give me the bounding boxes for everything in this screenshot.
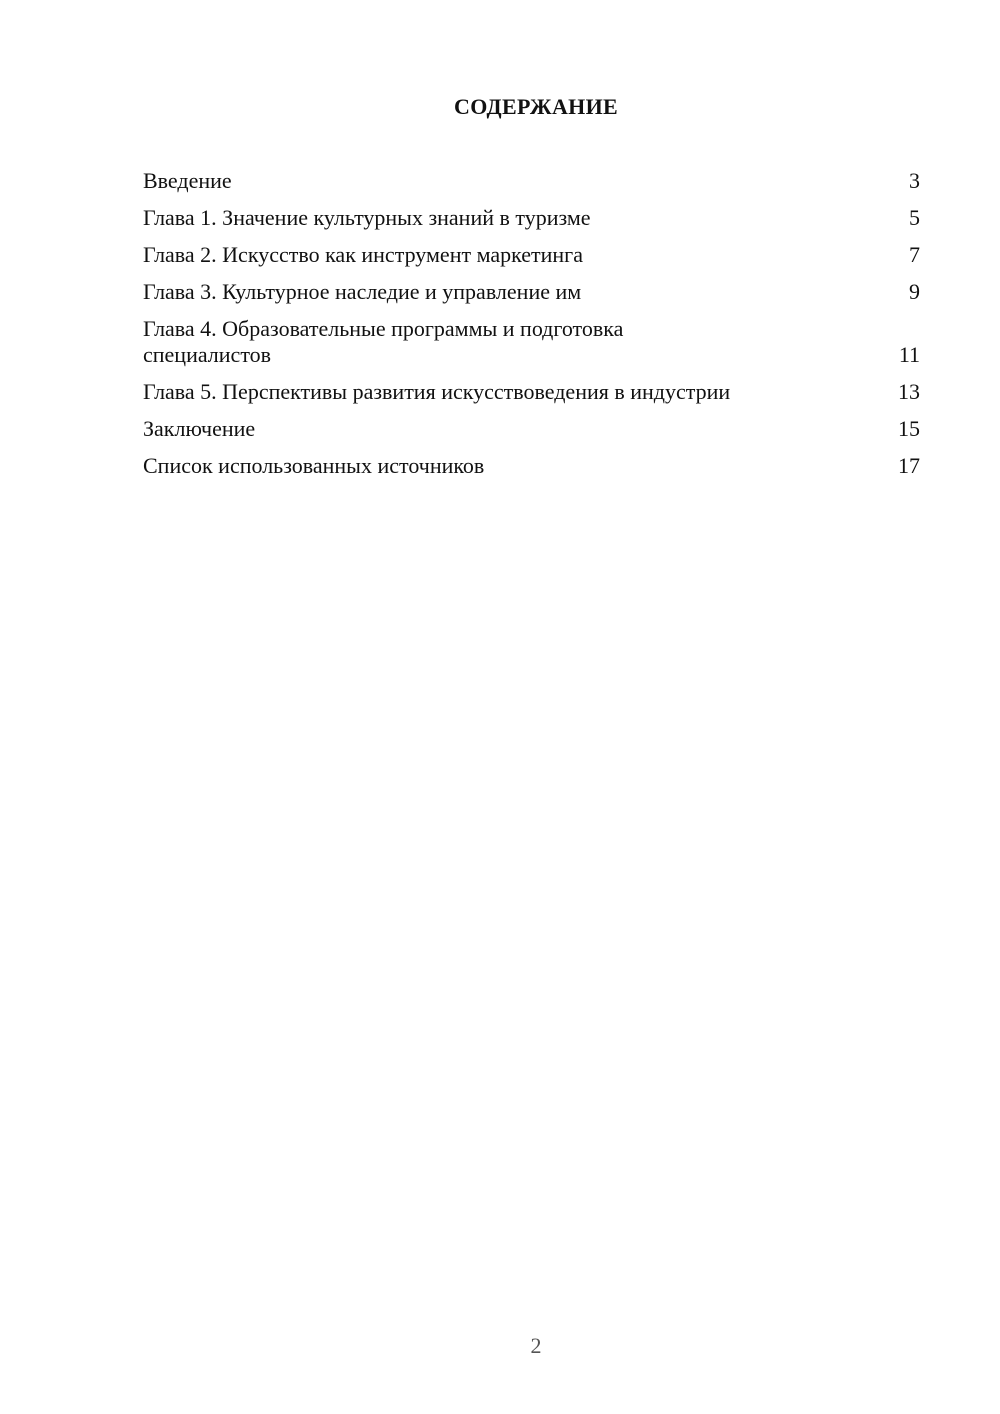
toc-entry-label: Список использованных источников [143, 453, 485, 478]
toc-entry-chapter-1[interactable] [143, 205, 920, 231]
toc-entry-page: 13 [898, 379, 920, 404]
toc-entry-page: 17 [898, 453, 920, 478]
toc-entry-label: Глава 1. Значение культурных знаний в туризме [143, 205, 591, 230]
toc-entry-label: Глава 4. Образовательные программы и подготовка специалистов [143, 316, 624, 367]
toc-entry-introduction[interactable] [143, 168, 920, 194]
toc-entry-label: Глава 5. Перспективы развития искусствоведения в индустрии [143, 379, 731, 404]
toc-entry-page: 3 [909, 168, 920, 193]
toc-entry-label: Введение [143, 168, 232, 193]
toc-entry-label: Заключение [143, 416, 256, 441]
toc-entry-page: 5 [909, 205, 920, 230]
toc-entry-label: Глава 3. Культурное наследие и управление им [143, 279, 582, 304]
toc-entry-chapter-5[interactable] [143, 379, 920, 405]
toc-entry-chapter-2[interactable] [143, 242, 920, 268]
page-number: 2 [530, 1333, 542, 1358]
toc-entry-chapter-3[interactable] [143, 279, 920, 305]
toc-entry-conclusion[interactable] [143, 416, 920, 442]
toc-entry-page: 15 [898, 416, 920, 441]
toc-entry-page: 9 [909, 279, 920, 304]
page-title: СОДЕРЖАНИЕ [454, 94, 618, 119]
toc-entry-page: 7 [909, 242, 920, 267]
toc-entry-page: 11 [898, 342, 920, 367]
table-of-contents [143, 168, 920, 490]
toc-entry-chapter-4[interactable] [143, 316, 920, 368]
toc-entry-references[interactable] [143, 453, 920, 479]
toc-entry-label: Глава 2. Искусство как инструмент маркетинга [143, 242, 583, 267]
